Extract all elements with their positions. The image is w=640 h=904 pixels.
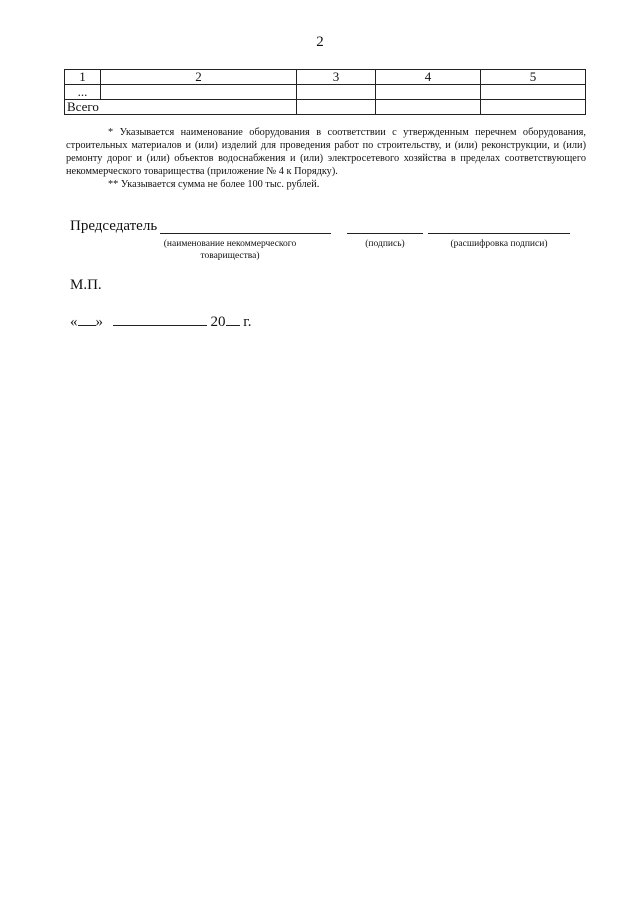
table-cell	[481, 100, 586, 115]
table-cell: 5	[481, 70, 586, 85]
month-blank	[113, 325, 207, 326]
table-cell	[101, 85, 297, 100]
footnote-2: ** Указывается сумма не более 100 тыс. рублей.	[108, 179, 320, 190]
summary-table	[64, 69, 586, 115]
table-row	[65, 85, 586, 100]
date-open-quote: «	[70, 314, 78, 330]
caption-signature: (подпись)	[365, 239, 405, 249]
date-line	[70, 314, 251, 331]
table-cell: 1	[65, 70, 101, 85]
footnotes	[66, 126, 586, 191]
caption-name: (наименование некоммерческого товарищества)	[163, 239, 297, 261]
year-suffix: г.	[243, 314, 252, 330]
table-cell: 2	[101, 70, 297, 85]
year-prefix: 20	[210, 314, 226, 330]
day-blank	[78, 325, 96, 326]
footnote-1: * Указывается наименование оборудования в соответствии с утвержденным перечнем оборудования, строительных материалов и (или) изделий для проведения работ по строительству, и (или) реконструкции, и (или) ремонту дорог и (или) объектов водоснабжения и (или) электросетевого хозяйства в пределах соответствующего некоммерческого товарищества (приложение № 4 к Порядку).	[66, 127, 586, 177]
year-blank	[226, 325, 240, 326]
signature-line	[347, 233, 423, 234]
table-total-row	[65, 100, 586, 115]
table-cell	[481, 85, 586, 100]
page-number: 2	[316, 34, 324, 50]
table-cell-total-label: Всего	[65, 100, 297, 115]
decode-line	[428, 233, 570, 234]
table-cell	[376, 100, 481, 115]
caption-decode: (расшифровка подписи)	[450, 239, 548, 249]
table-cell	[297, 85, 376, 100]
table-header-row	[65, 70, 586, 85]
table-cell: 3	[297, 70, 376, 85]
stamp-label: М.П.	[70, 277, 102, 293]
table-cell: 4	[376, 70, 481, 85]
date-close-quote: »	[95, 314, 103, 330]
signature-title: Председатель	[70, 218, 158, 234]
table-cell	[376, 85, 481, 100]
table-cell	[297, 100, 376, 115]
table-cell: ...	[65, 85, 101, 100]
name-line	[160, 233, 331, 234]
